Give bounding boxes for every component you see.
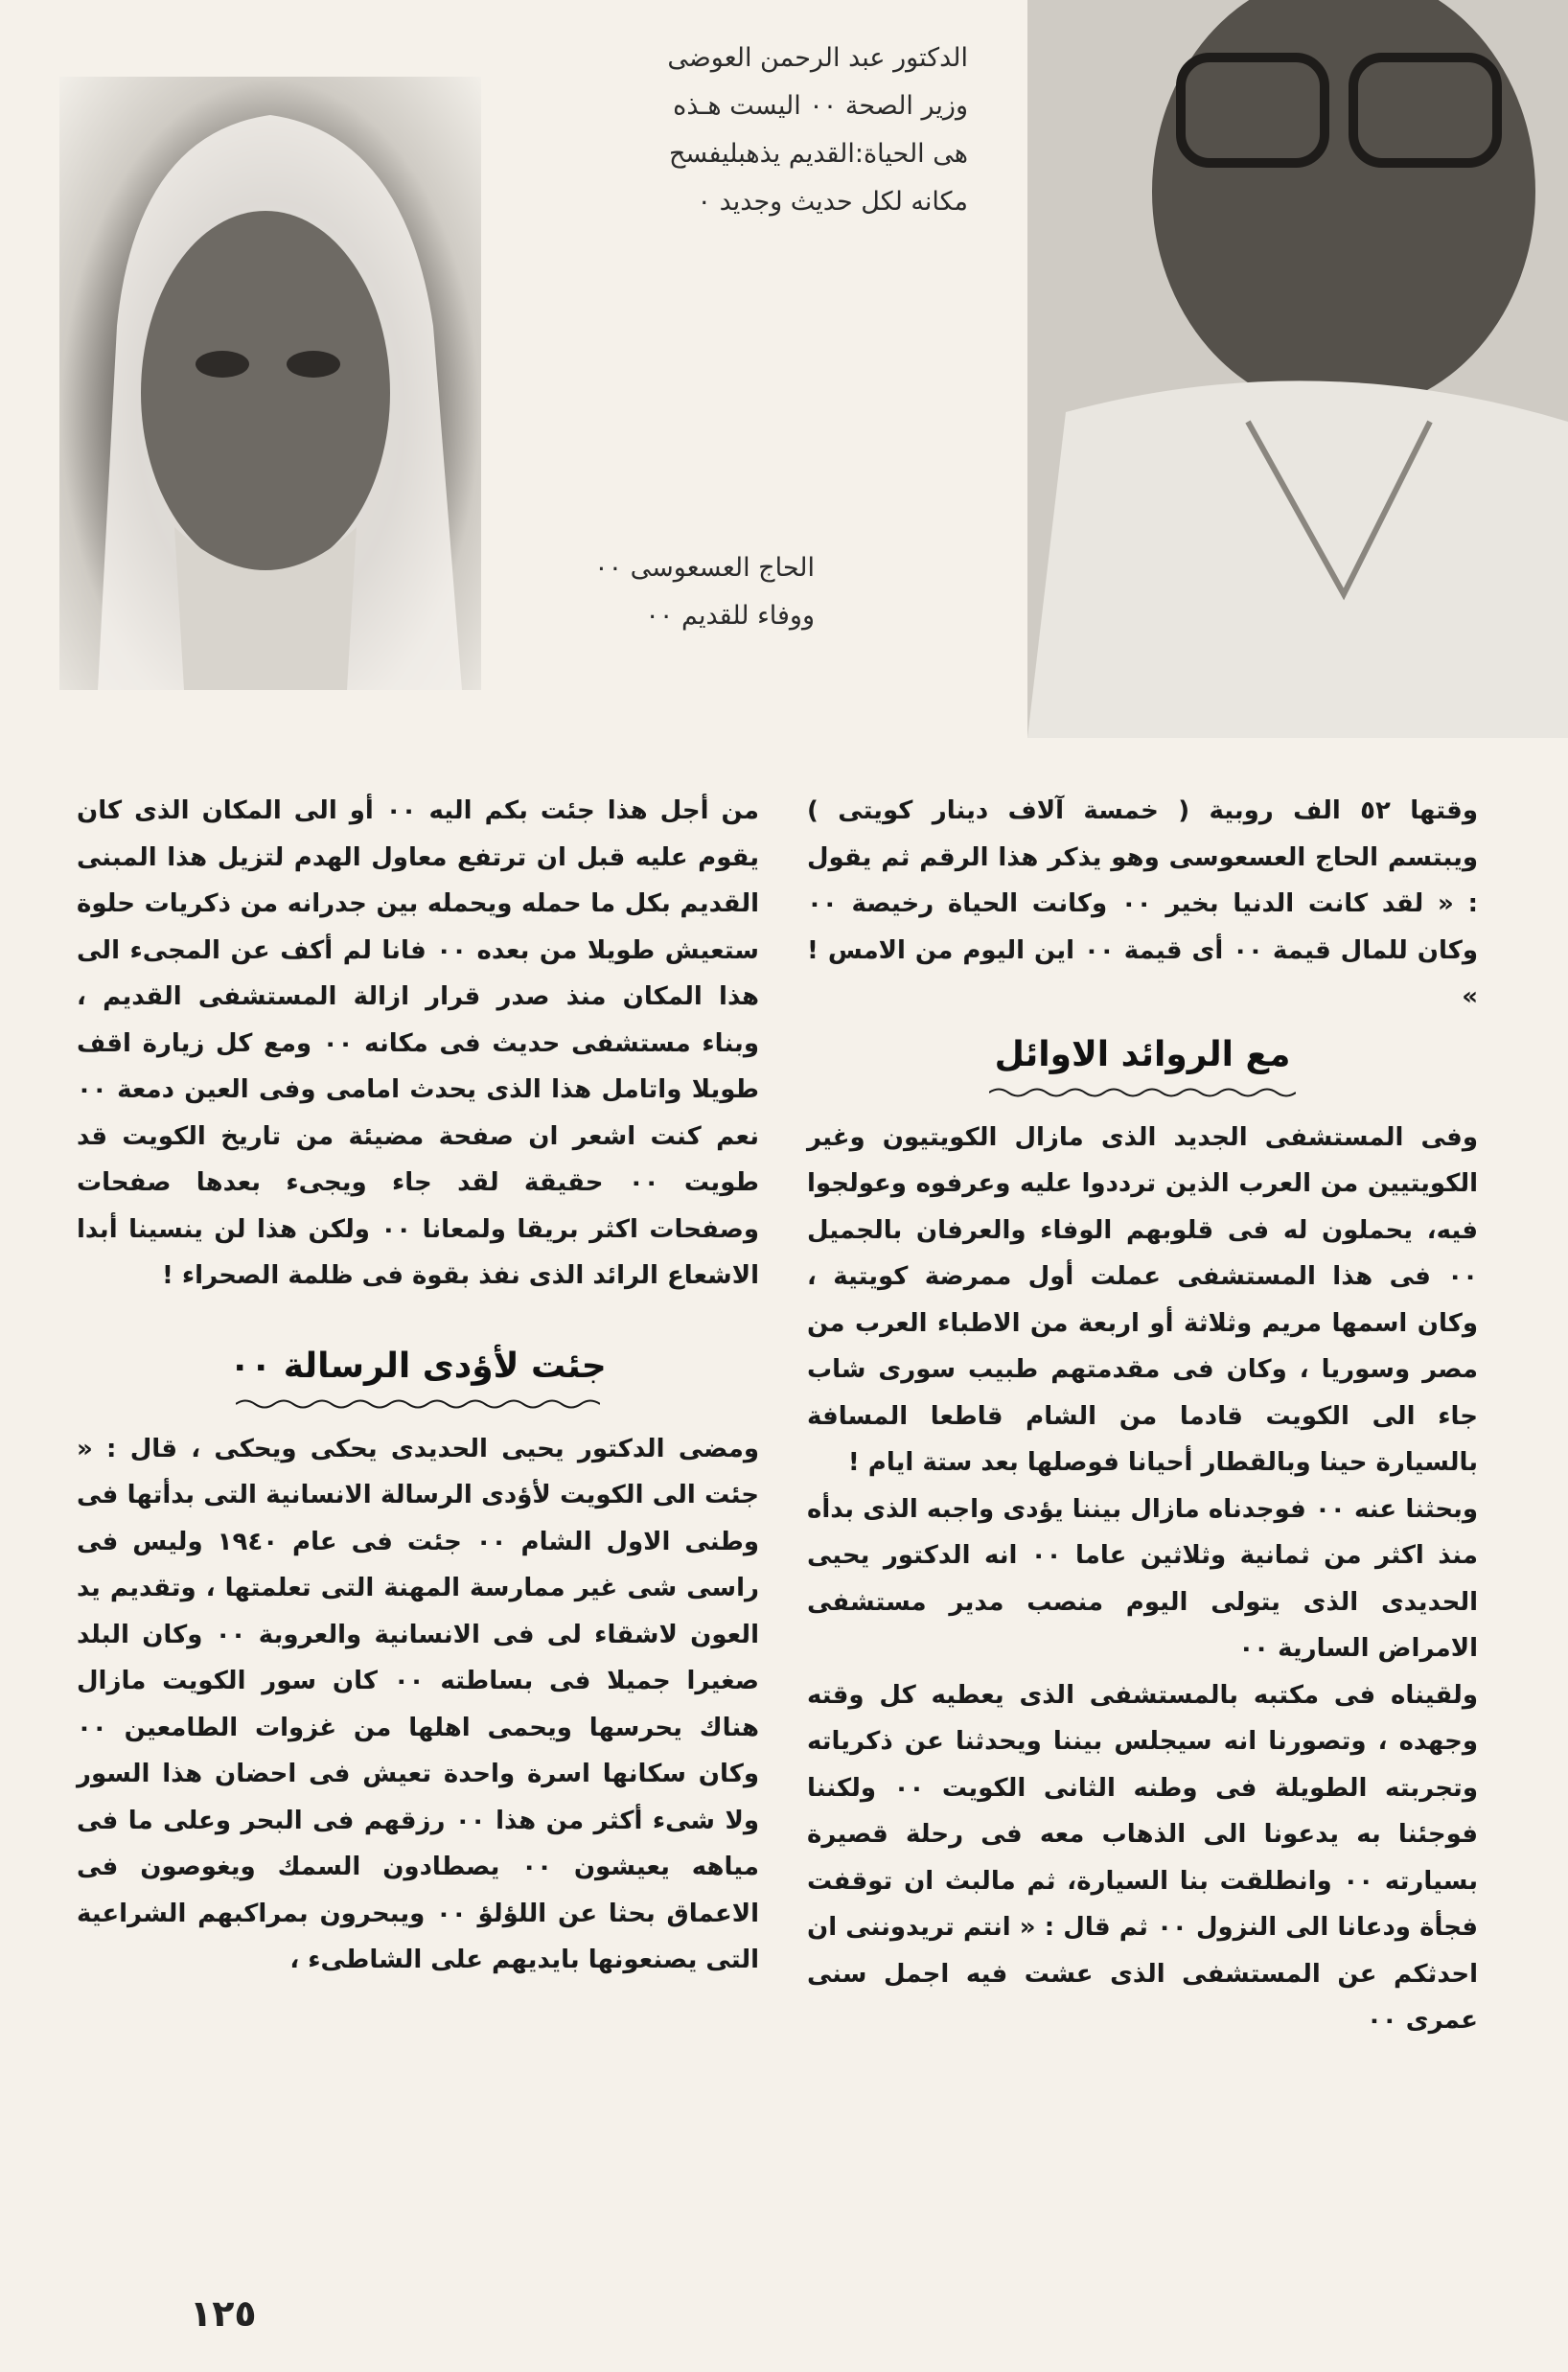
- paragraph: وفى المستشفى الجديد الذى مازال الكويتيون وغير الكويتيين من العرب الذين ترددوا عليه وعرفوه وعولجوا فيه، يحملون له فى قلوبهم الوفاء والعرفان بالجميل ٠٠ فى هذا المستشفى عملت أول ممرضة كويتية ، وكان اسمها مريم وثلاثة أو اربعة من الاطباء العرب من مصر وسوريا ، وكان فى مقدمتهم طبيب سورى شاب جاء الى الكويت قادما من الشام قاطعا المسافة بالسيارة حينا وبالقطار أحيانا فوصلها بعد ستة ايام !: [807, 1122, 1478, 1477]
- paragraph: ولقيناه فى مكتبه بالمستشفى الذى يعطيه كل وقته وجهده ، وتصورنا انه سيجلس بيننا ويحدثنا عن ذكرياته وتجربته الطويلة فى وطنه الثانى الكويت ٠٠ ولكننا فوجئنا به يدعونا الى الذهاب معه فى رحلة قصيرة بسيارته ٠٠ وانطلقت بنا السيارة، ثم مالبث ان توقفت فجأة ودعانا الى النزول ٠٠ ثم قال : « انتم تريدوننى ان احدثكم عن المستشفى الذى عشت فيه اجمل سنى عمرى ٠٠: [807, 1680, 1478, 2035]
- portrait-photo-minister: [1027, 0, 1568, 738]
- wavy-underline: [989, 1084, 1296, 1101]
- portrait-minister-shape: [1027, 0, 1568, 738]
- caption-line: الحاج العسعوسى ٠٠: [594, 553, 815, 583]
- paragraph: وقتها ٥٢ الف روبية ( خمسة آلاف دينار كويتى ) ويبتسم الحاج العسعوسى وهو يذكر هذا الرقم ثم يقول : « لقد كانت الدنيا بخير ٠٠ وكانت الحياة رخيصة ٠٠ وكان للمال قيمة ٠٠ أى قيمة ٠٠ اين اليوم من الامس ! »: [807, 796, 1479, 1011]
- caption-line: وزير الصحة ٠٠ اليست هـذه: [673, 91, 968, 121]
- caption-elder: [498, 544, 815, 640]
- portrait-photo-elder: [59, 77, 481, 690]
- paragraph: وبحثنا عنه ٠٠ فوجدناه مازال بيننا يؤدى واجبه الذى بدأه منذ اكثر من ثمانية وثلاثين عاما ٠٠ انه الدكتور يحيى الحديدى الذى يتولى اليوم منصب مدير مستشفى الامراض السارية ٠٠: [807, 1494, 1478, 1663]
- section-heading: جئت لأؤدى الرسالة ٠٠: [229, 1346, 607, 1386]
- paragraph: ومضى الدكتور يحيى الحديدى يحكى ويحكى ، قال : « جئت الى الكويت لأؤدى الرسالة الانسانية التى بدأتها فى وطنى الاول الشام ٠٠ جئت فى عام ١٩٤٠ وليس فى راسى شى غير ممارسة المهنة التى تعلمتها ، وتقديم يد العون لاشقاء لى فى الانسانية والعروبة ٠٠ وكان البلد صغيرا جميلا فى بساطته ٠٠ كان سور الكويت مازال هناك يحرسها ويحمى اهلها من غزوات الطامعين ٠٠ وكان سكانها اسرة واحدة تعيش فى احضان هذا السور ولا شىء أكثر من هذا ٠٠ رزقهم فى البحر وعلى ما فى مياهه يعيشون ٠٠ يصطادون السمك ويغوصون فى الاعماق بحثا عن اللؤلؤ ٠٠ ويبحرون بمراكبهم الشراعية التى يصنعونها بايديهم على الشاطىء ،: [77, 1434, 760, 1974]
- caption-line: هى الحياة:القديم يذهبليفسح: [668, 139, 968, 169]
- wavy-underline: [236, 1395, 600, 1413]
- article-column-left: [77, 788, 759, 1984]
- paragraph: من أجل هذا جئت بكم اليه ٠٠ أو الى المكان الذى كان يقوم عليه قبل ان ترتفع معاول الهدم لتزيل هذا المبنى القديم بكل ما حمله ويحمله بين جدرانه من ذكريات حلوة ستعيش طويلا من بعده ٠٠ فانا لم أكف عن المجىء الى هذا المكان منذ صدر قرار ازالة المستشفى القديم ، وبناء مستشفى حديث فى مكانه ٠٠ ومع كل زيارة اقف طويلا واتامل هذا الذى يحدث امامى وفى العين دمعة ٠٠ نعم كنت اشعر ان صفحة مضيئة من تاريخ الكويت قد طويت ٠٠ حقيقة لقد جاء ويجىء بعدها صفحات وصفحات اكثر بريقا ولمعانا ٠٠ ولكن هذا لن ينسينا أبدا الاشعاع الرائد الذى نفذ بقوة فى ظلمة الصحراء !: [77, 796, 760, 1290]
- caption-minister: [537, 35, 968, 226]
- caption-line: الدكتور عبد الرحمن العوضى: [667, 43, 968, 73]
- caption-line: ووفاء للقديم ٠٠: [645, 601, 815, 631]
- section-heading: مع الروائد الاوائل: [994, 1034, 1291, 1074]
- caption-line: مكانه لكل حديث وجديد ٠: [697, 187, 968, 217]
- article-column-right: [807, 788, 1478, 2044]
- portrait-elder-shape: [59, 77, 481, 690]
- page-number: ١٢٥: [190, 2292, 257, 2335]
